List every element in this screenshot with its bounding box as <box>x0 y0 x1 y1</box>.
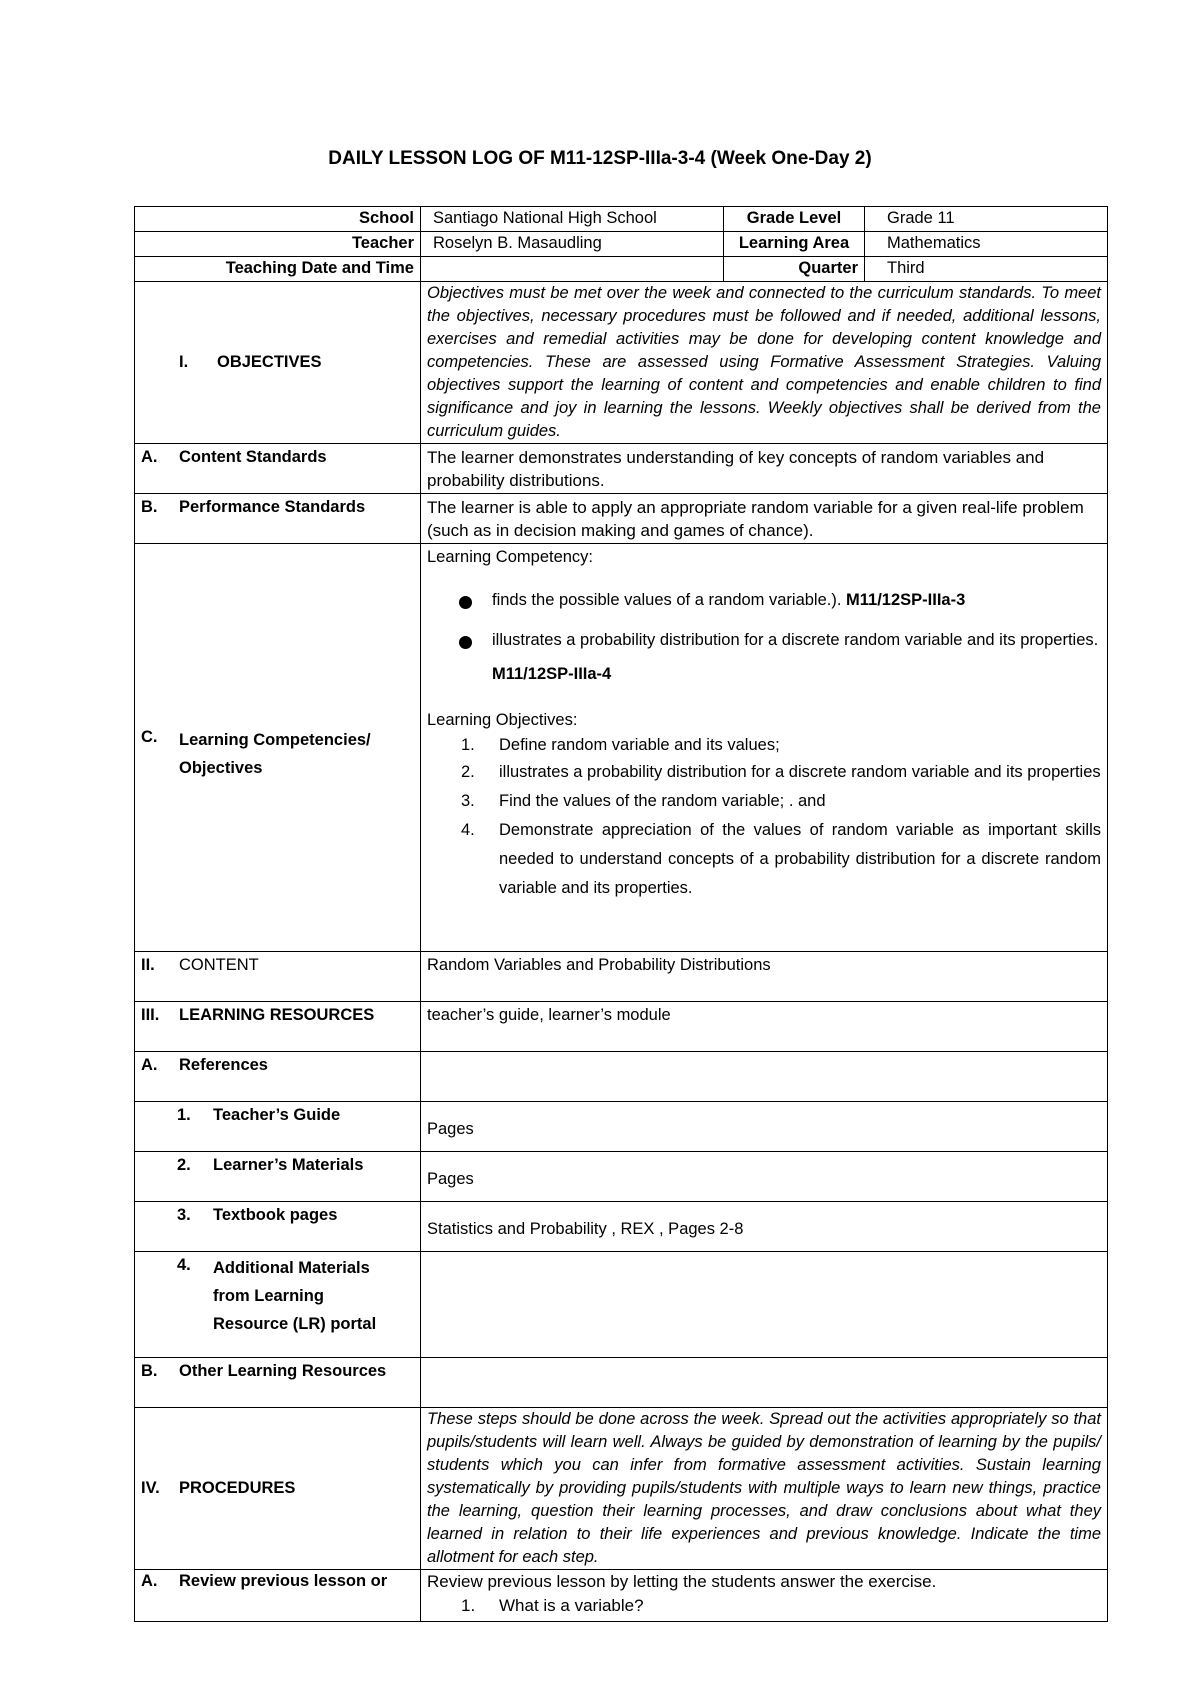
learners-materials-num: 2. <box>177 1156 191 1174</box>
document-title: DAILY LESSON LOG OF M11-12SP-IIIa-3-4 (Week One-Day 2) <box>328 148 872 169</box>
list-item-number: 4. <box>461 821 475 839</box>
school-value: Santiago National High School <box>421 207 724 232</box>
performance-standards-text: The learner is able to apply an appropriate random variable for a given real-life problem (such as in decision making and games of chance). <box>421 494 1108 544</box>
competency-bullet-1 <box>459 583 1101 617</box>
performance-standards-label: Performance Standards <box>179 498 366 516</box>
competencies-row <box>135 544 1108 952</box>
content-label: CONTENT <box>179 956 259 974</box>
references-text <box>421 1052 1108 1102</box>
bullet-dot-icon <box>459 596 472 609</box>
learners-materials-label: Learner’s Materials <box>213 1156 364 1174</box>
content-label-cell <box>135 952 421 1002</box>
competencies-label-line2: Objectives <box>179 758 263 777</box>
textbook-text: Statistics and Probability , REX , Pages 2-8 <box>421 1202 1108 1252</box>
teachers-guide-label-cell <box>135 1102 421 1152</box>
list-item-text: Define random variable and its values; <box>499 736 780 754</box>
objectives-text: Objectives must be met over the week and connected to the curriculum standards. To meet the objectives, necessary procedures must be followed and if needed, additional lessons, exercises and remedial activities may be done for developing content knowledge and competencies. These are assessed using Formative Assessment Strategies. Valuing objectives support the learning of content and competencies and enable children to find significance and joy in learning the lessons. Weekly objectives shall be derived from the curriculum guides. <box>421 282 1108 444</box>
review-row <box>135 1570 1108 1622</box>
competencies-num: C. <box>141 727 158 746</box>
school-label: School <box>135 207 421 232</box>
textbook-label: Textbook pages <box>213 1206 338 1224</box>
teachers-guide-label: Teacher’s Guide <box>213 1106 341 1124</box>
bullet-dot-icon <box>459 636 472 649</box>
list-item-text: Demonstrate appreciation of the values of random variable as important skills needed to understand concepts of a probability distribution for a discrete random variable and its properties. <box>499 821 1101 897</box>
date-label: Teaching Date and Time <box>135 257 421 282</box>
content-standards-row <box>135 444 1108 494</box>
list-item <box>461 787 1101 816</box>
list-item-text: Find the values of the random variable; . and <box>499 792 826 810</box>
review-label-cell <box>135 1570 421 1622</box>
procedures-text: These steps should be done across the week. Spread out the activities appropriately so that pupils/students will learn well. Always be guided by demonstration of learning by the pupils/ students which you can infer from formative assessment activities. Sustain learning systematically by providing pupils/students with multiple ways to learn new things, practice the learning, question their learning processes, and draw conclusions about what they learned in relation to their life experiences and previous knowledge. Indicate the time allotment for each step. <box>421 1408 1108 1570</box>
competencies-label-line1: Learning Competencies/ <box>179 730 371 749</box>
lesson-log-table <box>134 206 1108 1622</box>
references-row <box>135 1052 1108 1102</box>
additional-materials-label-line3: Resource (LR) portal <box>213 1315 377 1333</box>
teacher-value: Roselyn B. Masaudling <box>421 232 724 257</box>
textbook-row <box>135 1202 1108 1252</box>
list-item <box>461 816 1101 903</box>
additional-materials-row <box>135 1252 1108 1358</box>
learning-objectives-list <box>461 732 1101 903</box>
objectives-row <box>135 282 1108 444</box>
review-label: Review previous lesson or <box>179 1572 388 1590</box>
other-resources-label-cell <box>135 1358 421 1408</box>
competency-1-text: finds the possible values of a random variable.). <box>492 591 847 609</box>
review-content-cell <box>421 1570 1108 1622</box>
procedures-row <box>135 1408 1108 1570</box>
school-row <box>135 207 1108 232</box>
other-resources-text <box>421 1358 1108 1408</box>
learning-competency-heading: Learning Competency: <box>427 548 594 566</box>
list-item-number: 1. <box>461 1596 476 1615</box>
procedures-num: IV. <box>141 1479 160 1497</box>
list-item-number: 1. <box>461 736 475 754</box>
content-standards-text: The learner demonstrates understanding of key concepts of random variables and probability distributions. <box>421 444 1108 494</box>
grade-level-label: Grade Level <box>724 207 865 232</box>
learning-resources-num: III. <box>141 1006 160 1024</box>
learners-materials-text: Pages <box>421 1152 1108 1202</box>
learning-resources-label-cell <box>135 1002 421 1052</box>
references-num: A. <box>141 1056 158 1074</box>
textbook-label-cell <box>135 1202 421 1252</box>
teachers-guide-text: Pages <box>421 1102 1108 1152</box>
review-num: A. <box>141 1572 158 1590</box>
teachers-guide-num: 1. <box>177 1106 191 1124</box>
references-label-cell <box>135 1052 421 1102</box>
list-item-number: 3. <box>461 792 475 810</box>
date-row <box>135 257 1108 282</box>
references-label: References <box>179 1056 268 1074</box>
content-standards-num: A. <box>141 448 158 466</box>
content-standards-label-cell <box>135 444 421 494</box>
performance-standards-label-cell <box>135 494 421 544</box>
review-text: Review previous lesson by letting the students answer the exercise. <box>427 1572 937 1591</box>
quarter-value: Third <box>865 257 1108 282</box>
learners-materials-row <box>135 1152 1108 1202</box>
competency-2-code: M11/12SP-IIIa-4 <box>492 665 612 683</box>
content-text: Random Variables and Probability Distributions <box>421 952 1108 1002</box>
objectives-label: OBJECTIVES <box>217 353 322 371</box>
procedures-label: PROCEDURES <box>179 1479 296 1497</box>
list-item-text: What is a variable? <box>499 1596 644 1615</box>
learning-area-value: Mathematics <box>865 232 1108 257</box>
teacher-label: Teacher <box>135 232 421 257</box>
learning-resources-row <box>135 1002 1108 1052</box>
date-value <box>421 257 724 282</box>
additional-materials-text <box>421 1252 1108 1358</box>
additional-materials-num: 4. <box>177 1256 191 1274</box>
quarter-label: Quarter <box>724 257 865 282</box>
additional-materials-label-line1: Additional Materials <box>213 1259 370 1277</box>
learners-materials-label-cell <box>135 1152 421 1202</box>
competencies-content-cell <box>421 544 1108 952</box>
list-item <box>461 732 1101 758</box>
other-resources-row <box>135 1358 1108 1408</box>
additional-materials-label-cell <box>135 1252 421 1358</box>
list-item <box>461 1594 1101 1618</box>
competencies-label-cell <box>135 544 421 952</box>
competency-bullet-2 <box>459 623 1101 691</box>
performance-standards-num: B. <box>141 498 158 516</box>
grade-level-value: Grade 11 <box>865 207 1108 232</box>
content-standards-label: Content Standards <box>179 448 327 466</box>
objectives-num: I. <box>179 353 189 371</box>
learning-objectives-heading: Learning Objectives: <box>427 711 578 729</box>
competency-1-code: M11/12SP-IIIa-3 <box>846 591 966 609</box>
learning-resources-text: teacher’s guide, learner’s module <box>421 1002 1108 1052</box>
teacher-row <box>135 232 1108 257</box>
other-resources-label: Other Learning Resources <box>179 1362 387 1380</box>
list-item-number: 2. <box>461 763 475 781</box>
content-num: II. <box>141 956 155 974</box>
list-item-text: illustrates a probability distribution for a discrete random variable and its properties <box>499 763 1101 781</box>
textbook-num: 3. <box>177 1206 191 1224</box>
objectives-label-cell <box>135 282 421 444</box>
list-item <box>461 758 1101 787</box>
performance-standards-row <box>135 494 1108 544</box>
competency-2-text: illustrates a probability distribution for a discrete random variable and its properties. <box>492 631 1099 649</box>
other-resources-num: B. <box>141 1362 158 1380</box>
content-row <box>135 952 1108 1002</box>
learning-resources-label: LEARNING RESOURCES <box>179 1006 375 1024</box>
teachers-guide-row <box>135 1102 1108 1152</box>
learning-area-label: Learning Area <box>724 232 865 257</box>
procedures-label-cell <box>135 1408 421 1570</box>
additional-materials-label-line2: from Learning <box>213 1287 324 1305</box>
